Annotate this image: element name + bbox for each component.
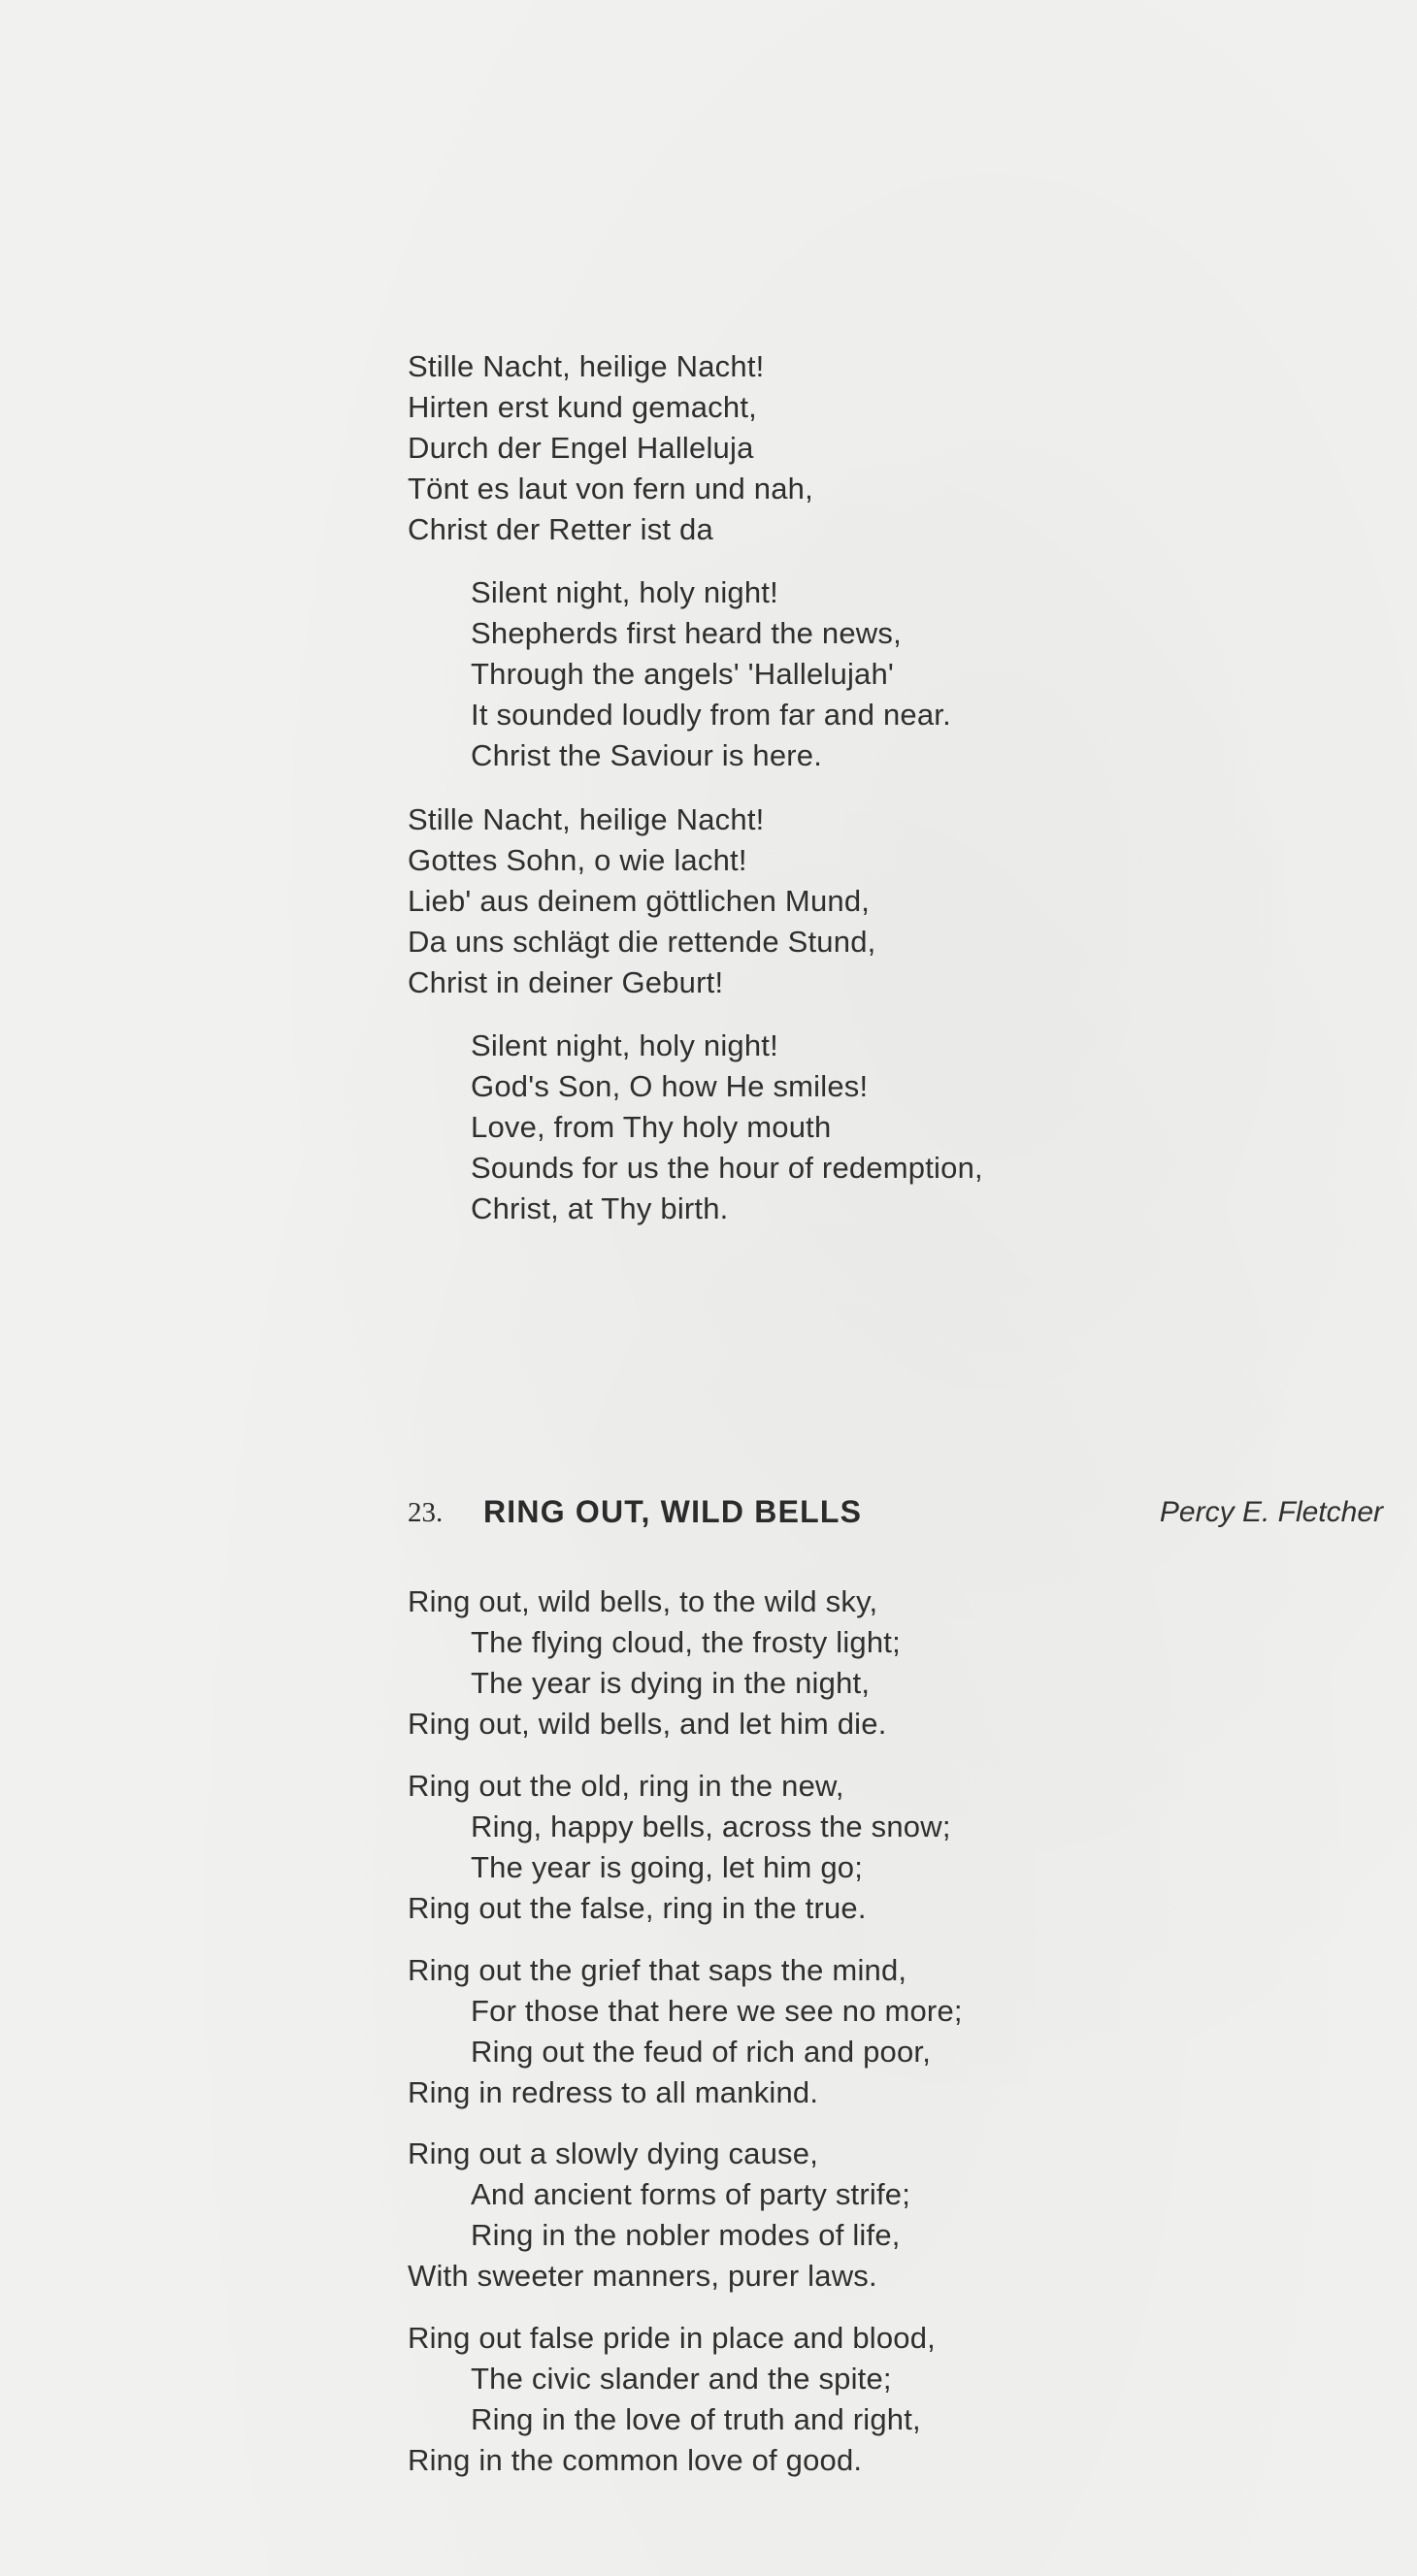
stanza-line: Christ, at Thy birth. <box>471 1191 729 1225</box>
stanza-line: Ring out the feud of rich and poor, <box>471 2035 932 2069</box>
stanza-line: It sounded loudly from far and near. <box>471 698 951 732</box>
stanza-line: Christ in deiner Geburt! <box>408 965 724 999</box>
stanza-ring-1 <box>408 1581 901 1745</box>
stanza-line: Ring in redress to all mankind. <box>408 2075 819 2109</box>
stanza-line: The flying cloud, the frosty light; <box>471 1625 901 1659</box>
song-title: RING OUT, WILD BELLS <box>483 1494 863 1529</box>
stanza-line: Lieb' aus deinem göttlichen Mund, <box>408 884 871 918</box>
stanza-english-2 <box>408 1026 983 1229</box>
stanza-german-2 <box>408 799 875 1003</box>
stanza-line: Tönt es laut von fern und nah, <box>408 472 813 505</box>
stanza-line: The year is going, let him go; <box>471 1850 864 1884</box>
stanza-ring-5 <box>408 2318 936 2481</box>
stanza-line: Hirten erst kund gemacht, <box>408 390 757 424</box>
song-composer: Percy E. Fletcher <box>1159 1496 1383 1528</box>
stanza-ring-3 <box>408 1950 963 2113</box>
song-heading <box>408 1489 1383 1538</box>
stanza-line: Stille Nacht, heilige Nacht! <box>408 349 765 383</box>
stanza-line: And ancient forms of party strife; <box>471 2177 911 2211</box>
stanza-line: Christ the Saviour is here. <box>471 738 823 772</box>
stanza-line: Silent night, holy night! <box>471 1028 778 1062</box>
stanza-line: Silent night, holy night! <box>471 575 778 609</box>
stanza-line: Ring in the nobler modes of life, <box>471 2218 901 2252</box>
stanza-ring-4 <box>408 2134 910 2297</box>
stanza-line: With sweeter manners, purer laws. <box>408 2259 877 2293</box>
stanza-line: Shepherds first heard the news, <box>471 616 902 650</box>
stanza-line: Ring out the old, ring in the new, <box>408 1769 844 1803</box>
stanza-line: The civic slander and the spite; <box>471 2362 892 2396</box>
stanza-line: Through the angels' 'Hallelujah' <box>471 657 895 691</box>
stanza-line: Da uns schlägt die rettende Stund, <box>408 925 876 959</box>
stanza-line: Sounds for us the hour of redemption, <box>471 1151 983 1185</box>
stanza-line: Gottes Sohn, o wie lacht! <box>408 843 747 877</box>
stanza-line: Stille Nacht, heilige Nacht! <box>408 802 765 836</box>
stanza-line: Ring out a slowly dying cause, <box>408 2136 819 2170</box>
stanza-line: Ring out, wild bells, and let him die. <box>408 1707 887 1741</box>
stanza-ring-2 <box>408 1766 951 1929</box>
stanza-line: Ring out the false, ring in the true. <box>408 1891 867 1925</box>
stanza-line: Ring in the love of truth and right, <box>471 2402 921 2436</box>
stanza-line: Ring out, wild bells, to the wild sky, <box>408 1584 878 1618</box>
stanza-line: Ring in the common love of good. <box>408 2443 863 2477</box>
song-number: 23. <box>408 1497 444 1528</box>
stanza-german-1 <box>408 346 813 550</box>
stanza-line: Ring out false pride in place and blood, <box>408 2321 936 2355</box>
stanza-line: The year is dying in the night, <box>471 1666 871 1700</box>
stanza-line: God's Son, O how He smiles! <box>471 1069 869 1103</box>
stanza-line: Ring, happy bells, across the snow; <box>471 1810 951 1843</box>
stanza-english-1 <box>408 572 951 776</box>
stanza-line: Ring out the grief that saps the mind, <box>408 1953 907 1987</box>
stanza-line: Love, from Thy holy mouth <box>471 1110 832 1144</box>
stanza-line: Durch der Engel Halleluja <box>408 431 754 465</box>
stanza-line: For those that here we see no more; <box>471 1994 963 2028</box>
stanza-line: Christ der Retter ist da <box>408 512 713 546</box>
